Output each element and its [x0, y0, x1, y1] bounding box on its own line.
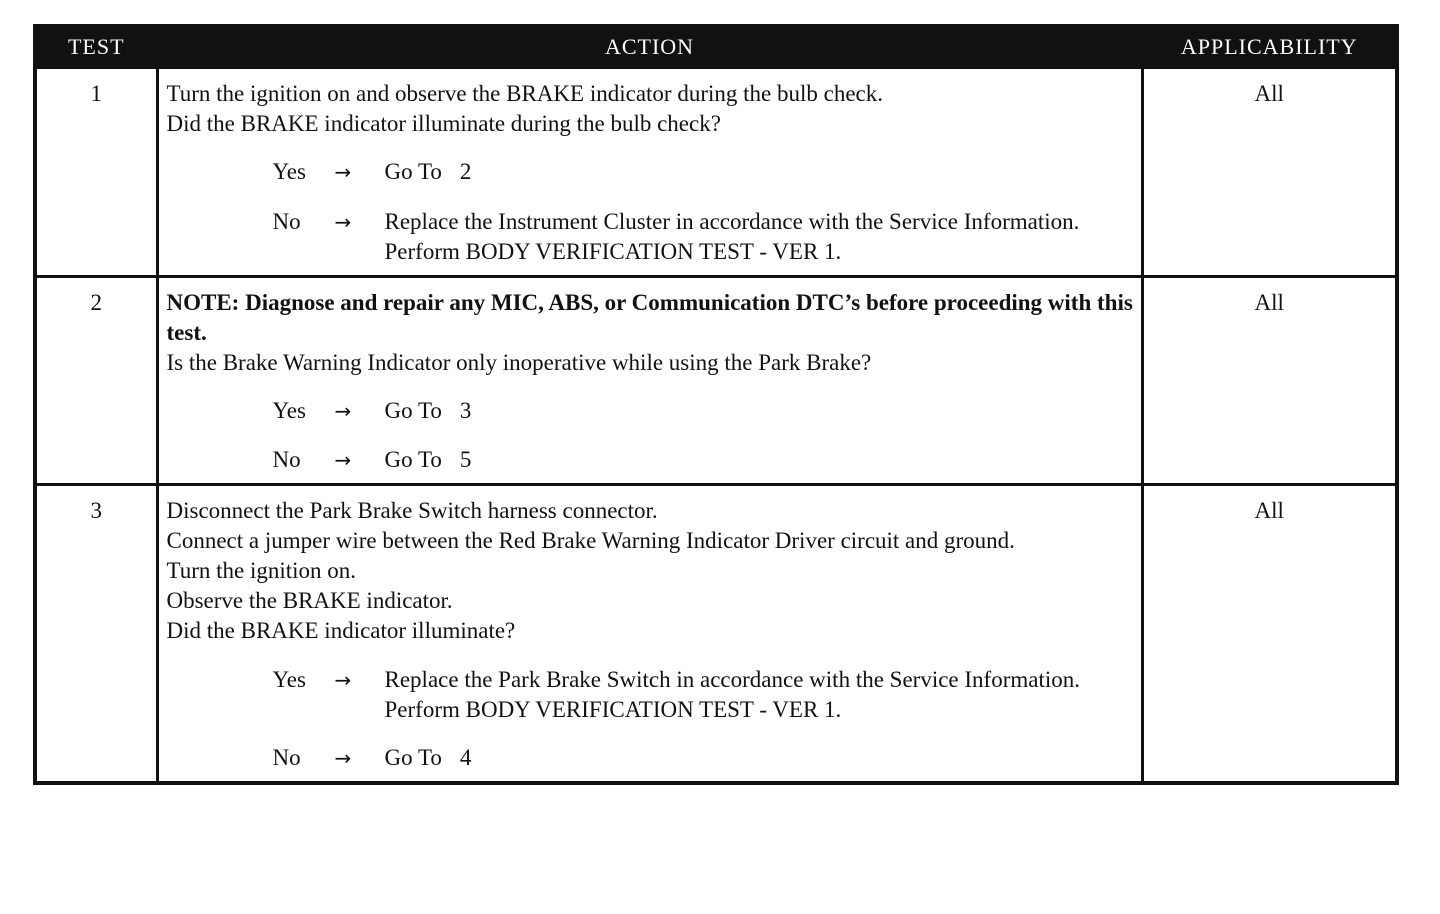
- action-line: Observe the BRAKE indicator.: [166, 588, 453, 613]
- arrow-right-icon: →: [334, 399, 352, 423]
- action-line: Did the BRAKE indicator illuminate?: [166, 618, 516, 643]
- action-line: Turn the ignition on.: [166, 558, 357, 583]
- arrow-right-icon: →: [334, 668, 352, 692]
- result-line: Perform BODY VERIFICATION TEST - VER 1.: [384, 697, 842, 722]
- action-line: Is the Brake Warning Indicator only inoperative while using the Park Brake?: [166, 350, 872, 375]
- goto-label: Go To: [384, 398, 442, 423]
- header-applicability: APPLICABILITY: [1142, 26, 1397, 68]
- outcome-yes: [273, 157, 1135, 187]
- goto-label: Go To: [384, 447, 442, 472]
- outcome-yes: [273, 396, 1135, 426]
- note-text: NOTE: Diagnose and repair any MIC, ABS, or Communication DTC’s before proceeding with this test.: [166, 290, 1133, 345]
- result-line: Perform BODY VERIFICATION TEST - VER 1.: [384, 239, 842, 264]
- outcome-result: [385, 157, 1135, 187]
- outcome-result: [385, 743, 1135, 773]
- arrow-right-icon: →: [334, 746, 352, 770]
- arrow-right-icon: →: [334, 210, 352, 234]
- arrow-right-icon: →: [334, 160, 352, 184]
- action-line: Connect a jumper wire between the Red Brake Warning Indicator Driver circuit and ground.: [166, 528, 1015, 553]
- outcome-result: [385, 207, 1135, 267]
- table-row: [35, 68, 1397, 277]
- answer-label: No: [272, 209, 301, 234]
- outcome-result: [385, 396, 1135, 426]
- result-line: Replace the Park Brake Switch in accordance with the Service Information.: [384, 667, 1080, 692]
- goto-number: 3: [459, 398, 472, 423]
- goto-label: Go To: [384, 745, 442, 770]
- result-line: Replace the Instrument Cluster in accordance with the Service Information.: [384, 209, 1080, 234]
- arrow-right-icon: →: [334, 448, 352, 472]
- applicability-cell: All: [1142, 277, 1397, 485]
- table-row: [35, 485, 1397, 784]
- diagnostic-table-page: [33, 24, 1395, 785]
- header-action: ACTION: [157, 26, 1142, 68]
- outcome-yes: [273, 665, 1135, 725]
- goto-number: 5: [459, 447, 472, 472]
- answer-label: No: [272, 447, 301, 472]
- goto-label: Go To: [384, 159, 442, 184]
- outcome-no: [273, 445, 1135, 475]
- action-line: Disconnect the Park Brake Switch harness connector.: [166, 498, 658, 523]
- outcome-result: [385, 445, 1135, 475]
- outcome-result: [385, 665, 1135, 725]
- action-cell: [157, 277, 1142, 485]
- answer-label: Yes: [272, 159, 306, 184]
- outcome-no: [273, 743, 1135, 773]
- goto-number: 4: [459, 745, 472, 770]
- answer-label: Yes: [272, 667, 306, 692]
- test-number: 1: [35, 68, 157, 277]
- applicability-cell: All: [1142, 485, 1397, 784]
- action-line: Did the BRAKE indicator illuminate during the bulb check?: [166, 111, 721, 136]
- header-test: TEST: [35, 26, 157, 68]
- outcome-no: [273, 207, 1135, 267]
- answer-label: Yes: [272, 398, 306, 423]
- test-number: 3: [35, 485, 157, 784]
- applicability-cell: All: [1142, 68, 1397, 277]
- action-line: Turn the ignition on and observe the BRAKE indicator during the bulb check.: [166, 81, 884, 106]
- answer-label: No: [272, 745, 301, 770]
- goto-number: 2: [459, 159, 472, 184]
- action-cell: [157, 485, 1142, 784]
- diagnostic-table: [33, 24, 1399, 785]
- action-cell: [157, 68, 1142, 277]
- table-row: [35, 277, 1397, 485]
- test-number: 2: [35, 277, 157, 485]
- table-header-row: [35, 26, 1397, 68]
